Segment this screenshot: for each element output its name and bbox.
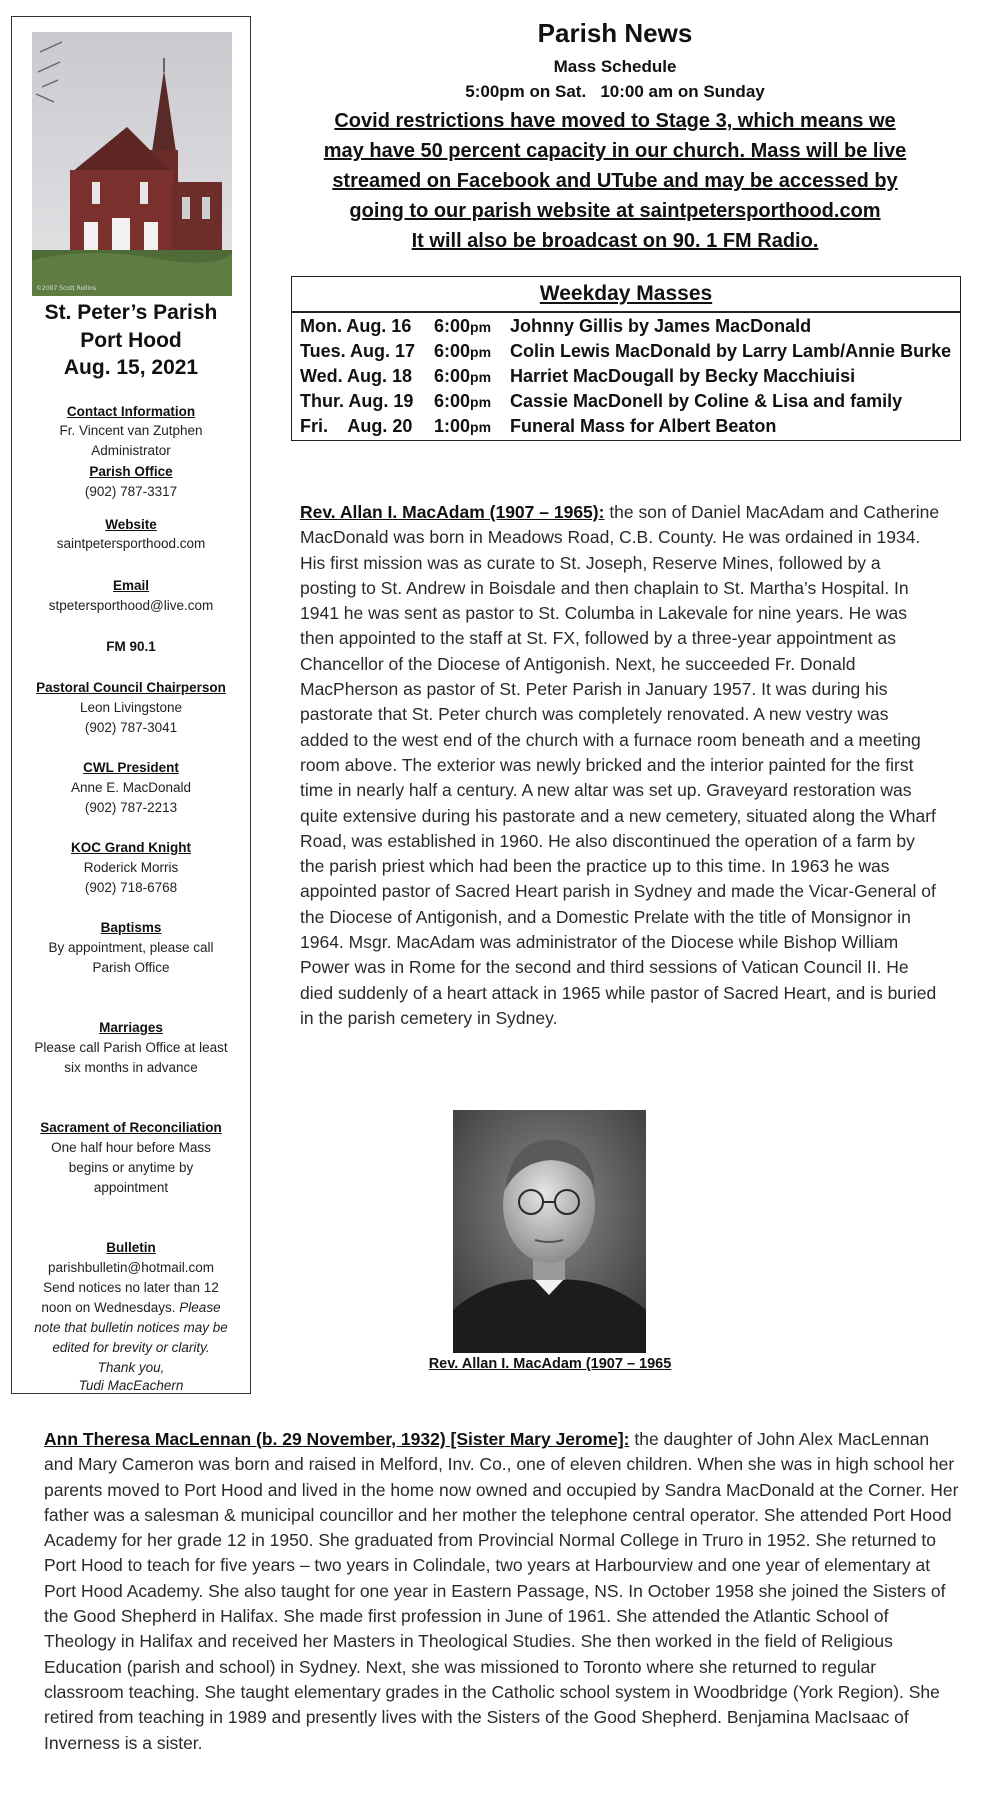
council-name: Leon Livingstone — [79, 700, 183, 715]
mass-intention: Cassie MacDonell by Coline & Lisa and family — [510, 391, 903, 411]
baptisms-line: Parish Office — [92, 960, 170, 975]
mass-time: 6:00pm — [434, 341, 492, 361]
svg-text:©2007 Scott Rollins: ©2007 Scott Rollins — [36, 285, 97, 292]
marriages-line: Please call Parish Office at least — [34, 1040, 228, 1055]
office-phone: (902) 787-3317 — [84, 484, 178, 499]
contact-heading: Contact Information — [66, 404, 196, 419]
covid-notice-line: streamed on Facebook and UTube and may be accessed by — [332, 170, 898, 192]
mass-time: 1:00pm — [434, 416, 492, 436]
marriages-line: six months in advance — [64, 1060, 198, 1075]
council-phone: (902) 787-3041 — [84, 720, 178, 735]
website-link[interactable]: saintpetersporthood.com — [56, 536, 206, 551]
covid-notice-line: It will also be broadcast on 90. 1 FM Radio. — [411, 230, 819, 252]
bulletin-note: note that bulletin notices may be — [34, 1320, 228, 1335]
koc-name: Roderick Morris — [83, 860, 179, 875]
mass-time: 6:00pm — [434, 366, 492, 386]
weekday-masses-table — [291, 276, 961, 441]
cwl-name: Anne E. MacDonald — [70, 780, 192, 795]
bulletin-line: Send notices no later than 12 — [43, 1280, 219, 1295]
bulletin-note: edited for brevity or clarity. — [52, 1340, 210, 1355]
bulletin-email[interactable]: parishbulletin@hotmail.com — [47, 1260, 215, 1275]
mass-schedule-heading: Mass Schedule — [553, 57, 677, 76]
mass-day: Wed. Aug. 18 — [300, 366, 413, 386]
mass-intention: Funeral Mass for Albert Beaton — [510, 416, 777, 436]
bulletin-date: Aug. 15, 2021 — [63, 356, 199, 379]
biography-heading: Ann Theresa MacLennan (b. 29 November, 1932) [Sister Mary Jerome]: — [44, 1429, 630, 1449]
bulletin-note: Please — [179, 1300, 221, 1315]
marriages-heading: Marriages — [99, 1020, 163, 1035]
bulletin-line — [22, 1298, 240, 1318]
mass-day: Mon. Aug. 16 — [300, 316, 412, 336]
biography-text: the son of Daniel MacAdam and Catherine MacDonald was born in Meadows Road, C.B. County. He was ordained in 1934. His first mission was as curate to St. Joseph, Reserve Mines, followed by a posting to St. Andrew in Boisdale and then chaplain to St. Martha’s Hospital. In 1941 he was sent as pastor to St. Columba in Lakevale for nine years. He was then appointed to the staff at St. FX, followed by a three-year appointment as Chancellor of the Diocese of Antigonish. Next, he succeeded Fr. Donald MacPherson as pastor of St. Peter Parish in January 1957. It was during his pastorate that St. Peter church was completely renovated. A new vestry was added to the west end of the church with a furnace room beneath and a meeting room above. The exterior was newly bricked and the interior painted for the first time in nearly half a century. A new altar was set up. Graveyard restoration was quite extensive during his pastorate and a new cemetery, situated along the Wharf Road, was established in 1960. He also discontinued the operation of a farm by the parish priest which had been the practice up to this time. In 1963 he was appointed pastor of Sacred Heart parish in Sydney and made the Vicar-General of the Diocese of Antigonish, and a Domestic Prelate with the title of Monsignor in 1964. Msgr. MacAdam was administrator of the Diocese while Bishop William Power was in Rome for the second and third sessions of Vatican Council II. He died suddenly of a heart attack in 1965 while pastor of Sacred Heart, and is buried in the parish cemetery in Sydney. — [300, 502, 940, 1028]
biography-heading: Rev. Allan I. MacAdam (1907 – 1965): — [300, 502, 605, 522]
sidebar-panel — [11, 16, 251, 1394]
bulletin-editor: Tudi MacEachern — [78, 1378, 184, 1393]
macadam-biography — [300, 500, 940, 1031]
covid-notice-line: may have 50 percent capacity in our church. Mass will be live — [323, 140, 907, 162]
koc-heading: KOC Grand Knight — [71, 840, 191, 855]
parish-name: St. Peter’s Parish — [44, 301, 218, 324]
portrait-photo — [453, 1110, 646, 1353]
mass-times: 5:00pm on Sat. 10:00 am on Sunday — [465, 82, 765, 101]
covid-notice-line: Covid restrictions have moved to Stage 3, which means we — [334, 110, 896, 132]
mass-intention: Johnny Gillis by James MacDonald — [510, 316, 812, 336]
mass-time: 6:00pm — [434, 316, 492, 336]
reconciliation-line: One half hour before Mass — [51, 1140, 211, 1155]
email-link[interactable]: stpetersporthood@live.com — [48, 598, 214, 613]
bulletin-signoff: Thank you, — [97, 1360, 165, 1375]
maclennan-biography — [44, 1427, 959, 1756]
baptisms-line: By appointment, please call — [48, 940, 214, 955]
baptisms-heading: Baptisms — [100, 920, 162, 935]
church-photo — [32, 32, 232, 296]
cwl-phone: (902) 787-2213 — [84, 800, 178, 815]
cwl-heading: CWL President — [83, 760, 179, 775]
weekday-masses-title: Weekday Masses — [292, 277, 960, 313]
mass-intention: Harriet MacDougall by Becky Macchiuisi — [510, 366, 856, 386]
koc-phone: (902) 718-6768 — [84, 880, 178, 895]
mass-day: Thur. Aug. 19 — [300, 391, 414, 411]
email-heading: Email — [112, 578, 150, 593]
biography-text: the daughter of John Alex MacLennan and Mary Cameron was born and raised in Melford, Inv. Co., one of eleven children. When she was in high school her parents moved to Port Hood and lived in the home now owned and occupied by Sandra MacDonald at the Corner. Her father was a salesman & municipal councillor and her mother the telephone central operator. She attended Port Hood Academy for her grade 12 in 1950. She graduated from Provincial Normal College in Truro in 1952. She returned to Port Hood to teach for five years – two years in Colindale, two years at Harbourview and one year of elementary at Port Hood Academy. She also taught for one year in Eastern Passage, NS. In October 1958 she joined the Sisters of the Good Shepherd in Halifax. She made first profession in June of 1961. She attended the Atlantic School of Theology in Halifax and received her Masters in Theological Studies. She then worked in the field of Religious Education (parish and school) in Sydney. Next, she was missioned to Toronto where she returned to regular classroom teaching. She taught elementary grades in the Catholic school system in Woodbridge (York Region). She retired from teaching in 1989 and presently lives with the Sisters of the Good Shepherd. Benjamina MacIsaac of Inverness is a sister. — [44, 1429, 959, 1753]
reconciliation-line: appointment — [93, 1180, 169, 1195]
covid-notice-line: going to our parish website at saintpetersporthood.com — [349, 200, 881, 222]
radio-frequency: FM 90.1 — [106, 639, 156, 654]
mass-intention: Colin Lewis MacDonald by Larry Lamb/Annie Burke — [510, 341, 952, 361]
priest-role: Administrator — [91, 443, 171, 458]
bulletin-deadline: noon on Wednesdays. — [41, 1300, 176, 1315]
priest-name: Fr. Vincent van Zutphen — [59, 423, 203, 438]
mass-time: 6:00pm — [434, 391, 492, 411]
page-title: Parish News — [537, 18, 693, 48]
reconciliation-line: begins or anytime by — [68, 1160, 194, 1175]
council-heading: Pastoral Council Chairperson — [36, 680, 226, 695]
portrait-caption: Rev. Allan I. MacAdam (1907 – 1965 — [428, 1356, 672, 1372]
office-heading: Parish Office — [89, 464, 173, 479]
reconciliation-heading: Sacrament of Reconciliation — [40, 1120, 222, 1135]
mass-day: Fri. Aug. 20 — [300, 416, 413, 436]
website-heading: Website — [105, 517, 157, 532]
parish-location: Port Hood — [80, 329, 182, 352]
bulletin-heading: Bulletin — [106, 1240, 156, 1255]
mass-day: Tues. Aug. 17 — [300, 341, 416, 361]
